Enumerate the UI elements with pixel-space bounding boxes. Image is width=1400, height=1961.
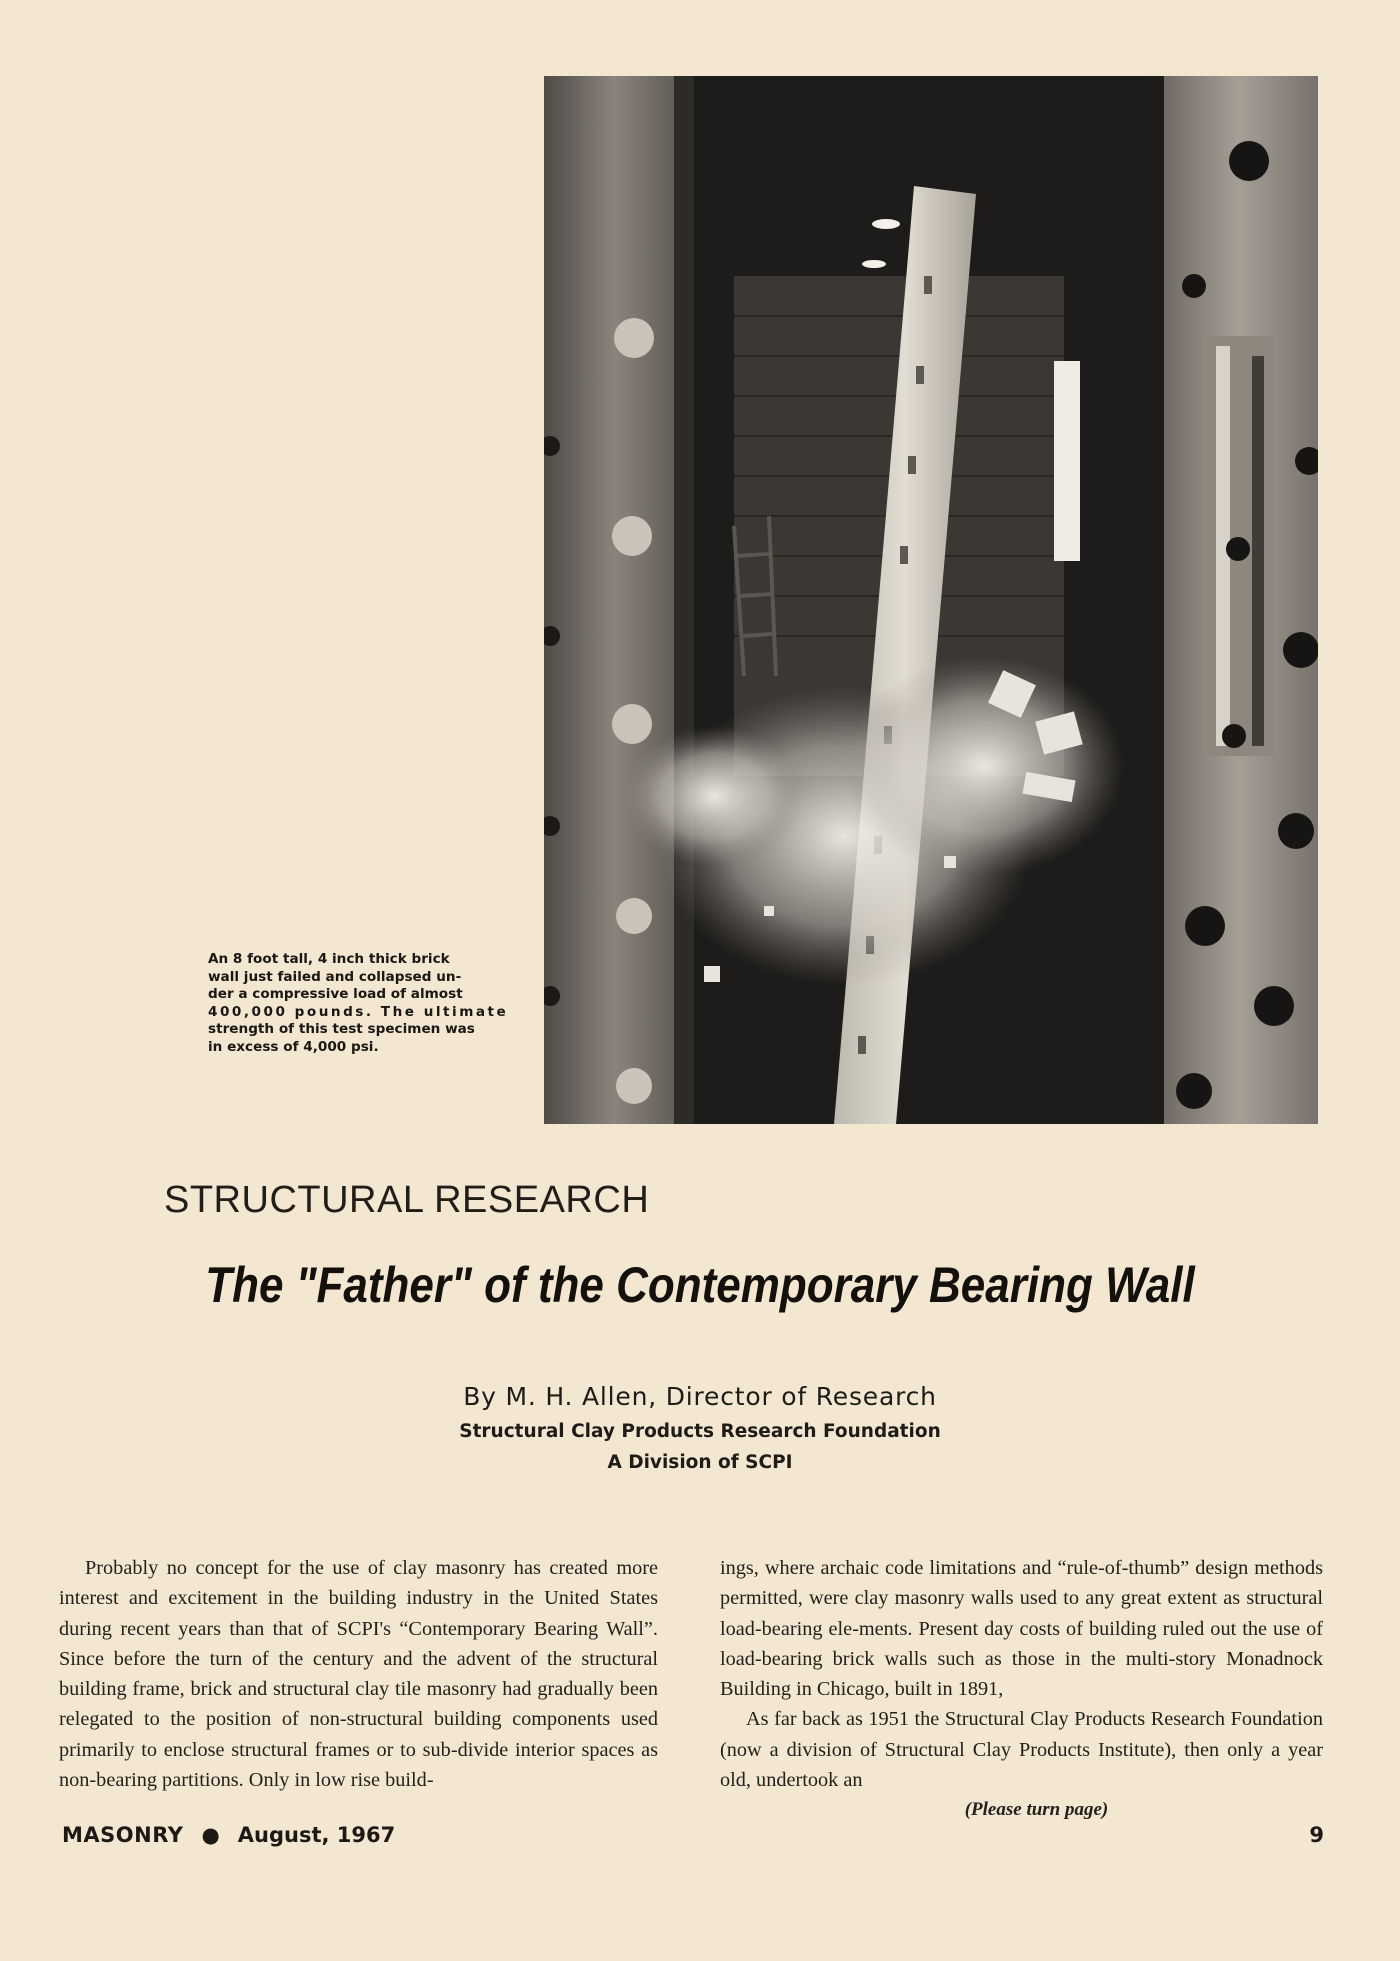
magazine-name: MASONRY [62,1823,184,1847]
issue-date: August, 1967 [237,1823,396,1847]
section-label: STRUCTURAL RESEARCH [164,1179,650,1221]
brick-wall-failure-photo-icon [544,76,1318,1124]
body-column-right [720,1553,1323,1826]
body-column-left [59,1553,658,1795]
bullet-icon: ● [201,1823,220,1847]
organization-line: Structural Clay Products Research Foundation [459,1421,941,1442]
continued-note: (Please turn page) [964,1799,1109,1821]
article-title: The "Father" of the Contemporary Bearing Wall [205,1257,1195,1313]
page-number: 9 [1309,1823,1324,1847]
brick-wall-failure-photo [544,76,1318,1124]
body-paragraph: As far back as 1951 the Structural Clay Products Research Foundation (now a division of Structural Clay Products Institute), then only a year old, undertook an [720,1708,1323,1792]
caption-line: 400,000 pounds. The ultimate [208,1003,509,1020]
photo-caption [208,951,512,1057]
caption-line: strength of this test specimen was [208,1021,475,1038]
body-paragraph: Probably no concept for the use of clay masonry has created more interest and excitement in the building industry in the United States during recent years than that of SCPI's “Contemporary Bearing Wall”. Since before the turn of the century and the advent of the structural building frame, brick and structural clay tile masonry had gradually been relegated to the position of non-structural building components used primarily to enclose structural frames or to sub-divide interior spaces as non-bearing partitions. Only in low rise build- [59,1557,658,1792]
byline [0,1378,1400,1478]
body-paragraph: ings, where archaic code limitations and “rule-of-thumb” design methods permitted, were clay masonry walls used to any great extent as structural load-bearing ele-ments. Present day costs of building ruled out the use of load-bearing brick walls such as those in the multi-story Monadnock Building in Chicago, built in 1891, [720,1557,1323,1701]
caption-line: der a compressive load of almost [208,986,463,1003]
caption-line: wall just failed and collapsed un- [208,968,462,985]
author-line: By M. H. Allen, Director of Research [463,1382,937,1411]
division-line: A Division of SCPI [607,1452,793,1473]
page-footer [62,1823,1324,1847]
caption-line: in excess of 4,000 psi. [208,1038,379,1055]
caption-line: An 8 foot tall, 4 inch thick brick [208,951,450,967]
